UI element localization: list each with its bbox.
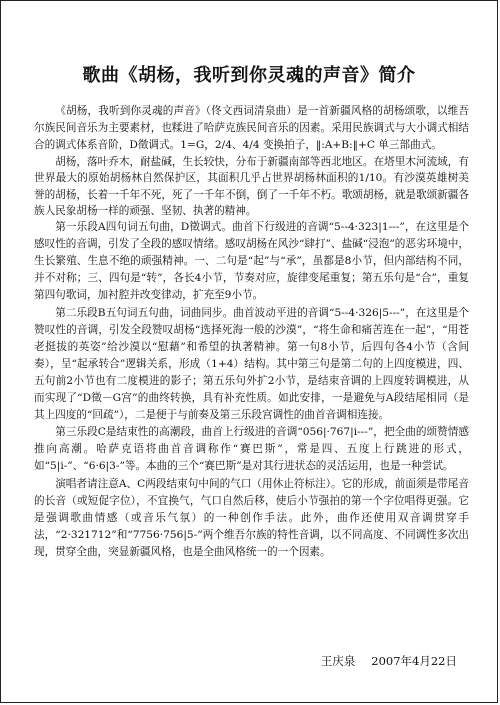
- paragraph-intro: 《胡杨，我听到你灵魂的声音》（佟文西词清泉曲）是一首新疆风格的胡杨颂歌，以维吾尔族民间音乐为主要素材，也糅进了哈萨克族民间音乐的因素。采用民族调式与大小调式相结合的调式体系音阶，D徵调式。1=G，2/4、4/4 变换拍子，‖:A+B:‖+C 单三部曲式。: [34, 105, 469, 152]
- author-name: 王庆泉: [320, 654, 356, 668]
- page-title: 歌曲《胡杨，我听到你灵魂的声音》简介: [82, 65, 416, 86]
- paragraph-section-b: 第二乐段B五句词五句曲，词曲同步。曲首波动平进的音调“5--4·326|5---”，在这里是个赞叹性的音调，引发全段赞叹胡杨“选择死海一般的沙漠”，“将生命和痛苦连在一起”，“用苍老挺拔的英姿”给沙漠以“慰藉”和希望的执著精神。第一句8小节，后四句各4小节（含间奏），呈“起承转合”逻辑关系，形成（1+4）结构。其中第三句是第二句的上四度模进，四、五句前2小节也有二度模进的影子；第五乐句外扩2小节，是结束音调的上四度转调模进，从而实现了“D徵－G宫”的曲终转换，具有补充性质。如此安排，一是避免与A段结尾相同（是其上四度的“回疏”），二是便于与前奏及第三乐段宫调性的曲首音调相连接。: [34, 306, 469, 422]
- paragraph-section-a: 第一乐段A四句词五句曲，D徵调式。曲首下行级进的音调“5--4·323|1---”，在这里是个感叹性的音调，引发了全段的感叹情绪。感叹胡杨在风沙“肆打”、盐碱“浸泡”的恶劣环境中，生长繁殖、生息不绝的顽强精神。一、二句是“起”与“承”，虽都是8小节，但内部结构不同，并不对称；三、四句是“转”，各长4小节，节奏对应，旋律变尾重复；第五乐句是“合”，重复第四句歌词，加衬腔并改变律动，扩充至9小节。: [34, 221, 469, 302]
- signature: [321, 653, 457, 669]
- paragraph-populus: 胡杨，落叶乔木，耐盐碱，生长较快，分布于新疆南部等西北地区。在塔里木河流域，有世界最大的原始胡杨林自然保护区，其面积几乎占世界胡杨林面积的1/10。有沙漠英雄树美誉的胡杨，长着一千年不死，死了一千年不倒，倒了一千年不朽。歌颂胡杨，就是歌颂新疆各族人民象胡杨一样的顽强、坚韧、执著的精神。: [34, 156, 469, 217]
- signature-date: 2007年4月22日: [371, 654, 457, 668]
- paragraph-section-c: 第三乐段C是结束性的高潮段，曲首上行级进的音调“056|·767|i---”，把全曲的颂赞情感推向高潮。哈萨克语将曲首音调称作“赛巴斯”，常是四、五度上行跳进的形式，如“5|i-”、“6·6|3-”等。本曲的三个“赛巴斯”是对其行进状态的灵活运用，也是一种尝试。: [34, 426, 469, 473]
- paragraph-performance-notes: 演唱者请注意A、C两段结束句中间的气口（用休止符标注）。它的形成，前面须是带尾音的长音（或短促字位），不宜换气，气口自然后移，使后小节强拍的第一个字位唱得更强。它是强调歌曲情感（或音乐气氛）的一种创作手法。此外，曲作还使用双音调贯穿手法，“2·321712”和“7756·756|5-”两个维吾尔族的特性音调，以不同高度、不同调性多次出现，贯穿全曲，突显新疆风格，也是全曲风格统一的一个因素。: [34, 477, 469, 558]
- document-body: [34, 103, 469, 561]
